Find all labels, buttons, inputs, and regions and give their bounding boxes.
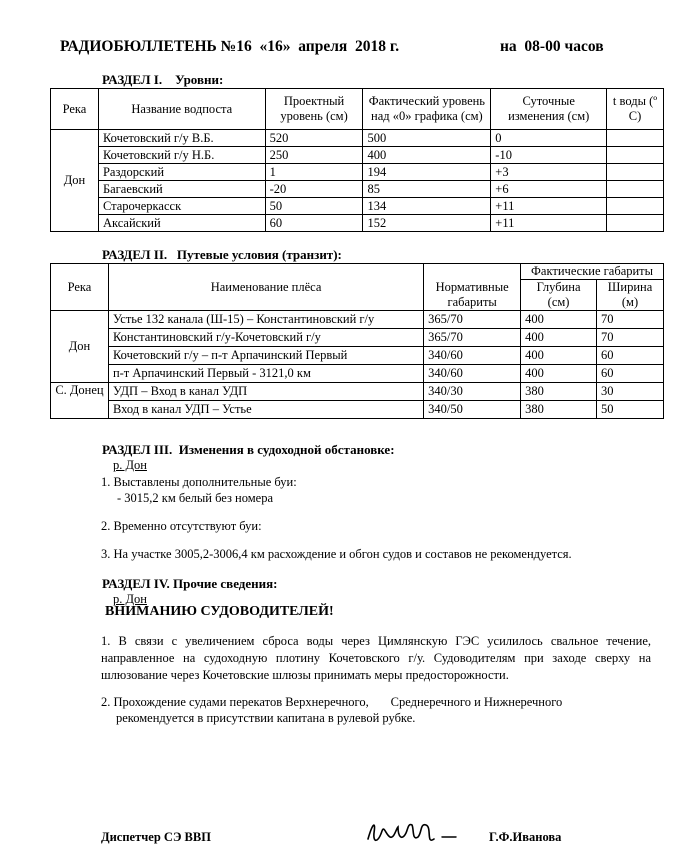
actual-depth: 400 <box>521 365 597 383</box>
actual-width: 70 <box>597 311 664 329</box>
normative-dims: 365/70 <box>424 311 521 329</box>
col-station: Название водпоста <box>98 89 265 130</box>
actual-depth: 380 <box>521 383 597 401</box>
actual-width: 70 <box>597 329 664 347</box>
table-row <box>51 215 664 232</box>
daily-change: +6 <box>491 181 607 198</box>
section3-title: РАЗДЕЛ III. Изменения в судоходной обстановке: <box>102 442 395 457</box>
water-temp <box>607 198 664 215</box>
actual-depth: 400 <box>521 311 597 329</box>
section4-river: р. Дон <box>113 592 147 606</box>
actual-depth: 400 <box>521 347 597 365</box>
design-level: -20 <box>265 181 363 198</box>
design-level: 520 <box>265 130 363 147</box>
table-row <box>51 383 664 401</box>
dispatcher-role: Диспетчер СЭ ВВП <box>101 830 211 844</box>
section1-title: РАЗДЕЛ I. Уровни: <box>102 72 224 87</box>
table-row <box>51 181 664 198</box>
actual-level: 400 <box>363 147 491 164</box>
attention-heading: ВНИМАНИЮ СУДОВОДИТЕЛЕЙ! <box>105 604 334 619</box>
bulletin-title: РАДИОБЮЛЛЕТЕНЬ №16 «16» апреля 2018 г. <box>60 38 400 55</box>
actual-level: 152 <box>363 215 491 232</box>
section2-title: РАЗДЕЛ II. Путевые условия (транзит): <box>102 247 342 262</box>
table-row <box>51 130 664 147</box>
col-actual-level: Фактический уровень над «0» графика (см) <box>363 89 491 130</box>
dispatcher-name: Г.Ф.Иванова <box>489 830 562 844</box>
table-row <box>51 198 664 215</box>
section3-item3: 3. На участке 3005,2-3006,4 км расхождение и обгон судов и составов не рекомендуется. <box>101 547 572 561</box>
actual-depth: 380 <box>521 401 597 419</box>
table-row <box>51 365 664 383</box>
water-temp <box>607 147 664 164</box>
col-river: Река <box>51 264 109 311</box>
normative-dims: 340/60 <box>424 365 521 383</box>
water-temp <box>607 181 664 198</box>
daily-change: -10 <box>491 147 607 164</box>
table-row <box>51 329 664 347</box>
design-level: 60 <box>265 215 363 232</box>
reach-name: Вход в канал УДП – Устье <box>108 401 423 419</box>
bulletin-time: на 08-00 часов <box>500 38 604 55</box>
actual-width: 50 <box>597 401 664 419</box>
section4-title: РАЗДЕЛ IV. Прочие сведения: <box>102 576 278 591</box>
water-temp <box>607 215 664 232</box>
actual-level: 85 <box>363 181 491 198</box>
design-level: 250 <box>265 147 363 164</box>
actual-level: 134 <box>363 198 491 215</box>
section3-item2: 2. Временно отсутствуют буи: <box>101 519 262 533</box>
col-river: Река <box>51 89 99 130</box>
col-width: Ширина (м) <box>597 280 664 311</box>
river-cell: С. Донец <box>51 383 109 419</box>
col-depth: Глубина (см) <box>521 280 597 311</box>
station-name: Раздорский <box>98 164 265 181</box>
table-row <box>51 147 664 164</box>
reach-name: Кочетовский г/у – п-т Арпачинский Первый <box>108 347 423 365</box>
actual-width: 30 <box>597 383 664 401</box>
daily-change: 0 <box>491 130 607 147</box>
section3-river: р. Дон <box>113 458 147 472</box>
transit-header-row <box>51 264 664 280</box>
transit-table <box>50 263 664 419</box>
signature-image <box>362 815 467 851</box>
water-temp <box>607 164 664 181</box>
section4-para2-line1: 2. Прохождение судами перекатов Верхнеречного, Среднеречного и Нижнеречного <box>101 695 563 709</box>
river-cell: Дон <box>51 311 109 383</box>
normative-dims: 340/50 <box>424 401 521 419</box>
river-cell: Дон <box>51 130 99 232</box>
actual-width: 60 <box>597 347 664 365</box>
section4-para2-line2: рекомендуется в присутствии капитана в рулевой рубке. <box>116 711 416 725</box>
section4-para1: 1. В связи с увеличением сброса воды через Цимлянскую ГЭС усилилось свальное течение, направленное на судоходную плотину Кочетовского г/у. Судоводителям при заходе сверху на шлюзование через Кочетовские шлюзы принимать меры предосторожности. <box>101 634 651 682</box>
reach-name: Устье 132 канала (Ш-15) – Константиновский г/у <box>108 311 423 329</box>
station-name: Старочеркасск <box>98 198 265 215</box>
section3-item1-sub: - 3015,2 км белый без номера <box>117 491 274 505</box>
actual-level: 500 <box>363 130 491 147</box>
table-row <box>51 401 664 419</box>
reach-name: УДП – Вход в канал УДП <box>108 383 423 401</box>
reach-name: Константиновский г/у-Кочетовский г/у <box>108 329 423 347</box>
daily-change: +11 <box>491 198 607 215</box>
design-level: 50 <box>265 198 363 215</box>
section3-item1: 1. Выставлены дополнительные буи: <box>101 475 297 489</box>
station-name: Багаевский <box>98 181 265 198</box>
levels-table <box>50 88 664 232</box>
daily-change: +11 <box>491 215 607 232</box>
station-name: Кочетовский г/у Н.Б. <box>98 147 265 164</box>
levels-header-row <box>51 89 664 130</box>
normative-dims: 340/60 <box>424 347 521 365</box>
col-actual-dimensions: Фактические габариты <box>521 264 664 280</box>
normative-dims: 365/70 <box>424 329 521 347</box>
station-name: Аксайский <box>98 215 265 232</box>
station-name: Кочетовский г/у В.Б. <box>98 130 265 147</box>
table-row <box>51 311 664 329</box>
reach-name: п-т Арпачинский Первый - 3121,0 км <box>108 365 423 383</box>
col-design-level: Проектный уровень (см) <box>265 89 363 130</box>
table-row <box>51 347 664 365</box>
actual-level: 194 <box>363 164 491 181</box>
normative-dims: 340/30 <box>424 383 521 401</box>
actual-depth: 400 <box>521 329 597 347</box>
daily-change: +3 <box>491 164 607 181</box>
water-temp <box>607 130 664 147</box>
col-daily-change: Суточные изменения (см) <box>491 89 607 130</box>
col-normative: Нормативные габариты <box>424 264 521 311</box>
table-row <box>51 164 664 181</box>
col-reach: Наименование плёса <box>108 264 423 311</box>
actual-width: 60 <box>597 365 664 383</box>
design-level: 1 <box>265 164 363 181</box>
col-water-temp: t воды (º С) <box>607 89 664 130</box>
